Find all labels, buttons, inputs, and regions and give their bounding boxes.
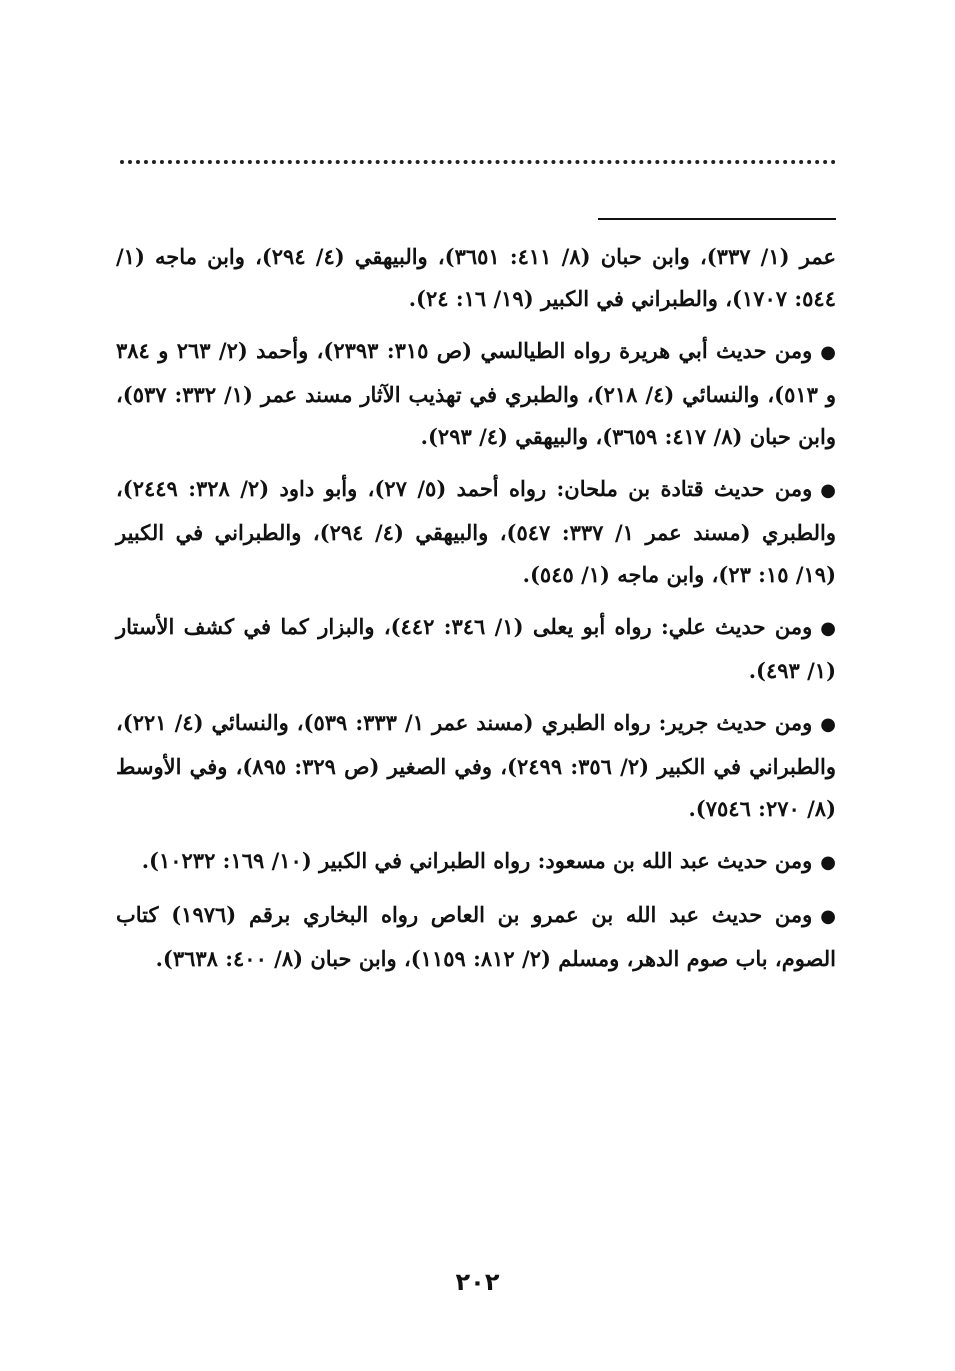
footnote-separator-line bbox=[598, 218, 836, 220]
page-number: ٢٠٢ bbox=[455, 1268, 500, 1296]
footnote-paragraph bbox=[116, 330, 836, 458]
footnote-paragraph bbox=[116, 894, 836, 980]
footnote-paragraph bbox=[116, 468, 836, 596]
footnote-text: عمر (١/ ٣٣٧)، وابن حبان (٨/ ٤١١: ٣٦٥١)، والبيهقي (٤/ ٢٩٤)، وابن ماجه (١/ ٥٤٤: ١٧٠٧)، والطبراني في الكبير (١٩/ ١٦: ٢٤). bbox=[116, 244, 836, 311]
bullet-icon: ● bbox=[820, 852, 836, 873]
footnote-text: ومن حديث علي: رواه أبو يعلى (١/ ٣٤٦: ٤٤٢)، والبزار كما في كشف الأستار (١/ ٤٩٣). bbox=[116, 614, 836, 683]
footnote-text: ومن حديث عبد الله بن عمرو بن العاص رواه البخاري برقم (١٩٧٦) كتاب الصوم، باب صوم الدهر، ومسلم (٢/ ٨١٢: ١١٥٩)، وابن حبان (٨/ ٤٠٠: ٣٦٣٨). bbox=[116, 902, 836, 971]
bullet-icon: ● bbox=[820, 618, 836, 639]
footnote-paragraph bbox=[116, 606, 836, 692]
footnote-text: ومن حديث قتادة بن ملحان: رواه أحمد (٥/ ٢٧)، وأبو داود (٢/ ٣٢٨: ٢٤٤٩)، والطبري (مسند عمر ١/ ٣٣٧: ٥٤٧)، والبيهقي (٤/ ٢٩٤)، والطبراني في الكبير (١٩/ ١٥: ٢٣)، وابن ماجه (١/ ٥٤٥). bbox=[116, 476, 836, 587]
footnotes-section bbox=[116, 236, 836, 990]
bullet-icon: ● bbox=[820, 714, 837, 735]
bullet-icon: ● bbox=[820, 342, 837, 363]
footnote-text: ومن حديث جرير: رواه الطبري (مسند عمر ١/ ٣٣٣: ٥٣٩)، والنسائي (٤/ ٢٢١)، والطبراني في الكبير (٢/ ٣٥٦: ٢٤٩٩)، وفي الصغير (ص ٣٢٩: ٨٩٥)، وفي الأوسط (٨/ ٢٧٠: ٧٥٤٦). bbox=[116, 710, 836, 821]
footnote-paragraph bbox=[116, 702, 836, 830]
dotted-separator bbox=[120, 160, 836, 164]
bullet-icon: ● bbox=[820, 480, 836, 501]
footnote-text: ومن حديث أبي هريرة رواه الطيالسي (ص ٣١٥: ٢٣٩٣)، وأحمد (٢/ ٢٦٣ و ٣٨٤ و ٥١٣)، والنسائي (٤/ ٢١٨)، والطبري في تهذيب الآثار مسند عمر (١/ ٣٣٢: ٥٣٧)، وابن حبان (٨/ ٤١٧: ٣٦٥٩)، والبيهقي (٤/ ٢٩٣). bbox=[116, 338, 837, 449]
footnote-paragraph bbox=[116, 236, 836, 320]
footnote-paragraph bbox=[116, 840, 836, 884]
bullet-icon: ● bbox=[820, 906, 836, 927]
footnote-text: ومن حديث عبد الله بن مسعود: رواه الطبراني في الكبير (١٠/ ١٦٩: ١٠٢٣٢). bbox=[141, 848, 813, 873]
